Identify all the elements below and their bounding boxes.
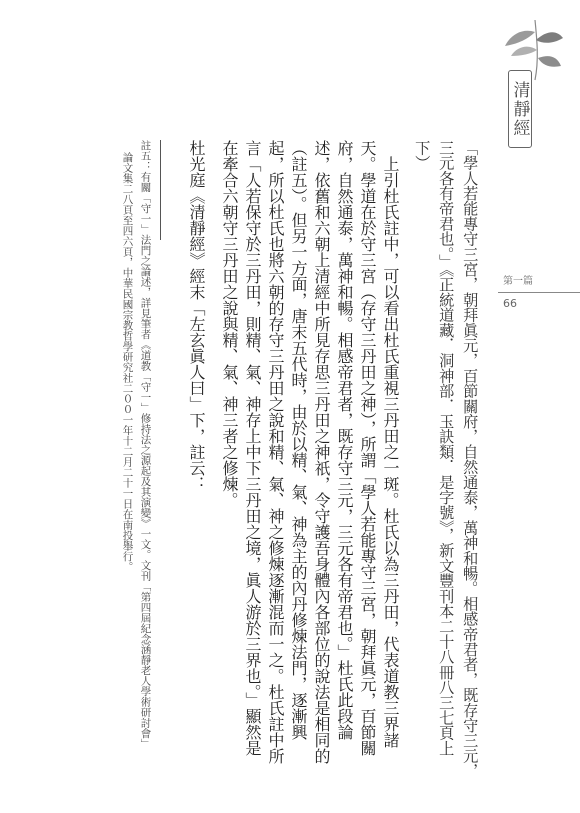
page-number: 66 <box>503 297 517 310</box>
edge-divider <box>498 292 580 293</box>
quote-line-2: 三元各有帝君也。」《正統道藏．洞神部．玉訣類．是字號》，新文豐刊本二十八冊八三七頁上 <box>437 140 456 756</box>
book-title-box <box>508 70 532 148</box>
footnote-line-1: 註五：有關「守一」法門之論述，詳見筆者《道教「守一」修持法之源起及其演變》一文。文刊「第四屆紀念涵靜老人學術研討會」 <box>139 140 152 749</box>
body-line-5: （註五）。但另一方面，唐末五代時，由於以精、氣、神為主的內丹修煉法門，逐漸興 <box>289 140 308 740</box>
quote-line-3: 下） <box>413 140 432 171</box>
body-line-4: 述，依舊和六朝上清經中所見存思三丹田之神祇，令守護吾身體內各部位的說法是相同的 <box>312 140 331 764</box>
body-line-9: 杜光庭《清靜經》經末「左玄眞人曰」下，註云： <box>187 140 206 492</box>
quote-line-1: 「學人若能專守三宮，朝拜眞元，百節關府，自然通泰，萬神和暢。相感帝君者，既存守三元， <box>461 140 480 779</box>
section-label: 第一篇 <box>503 276 533 287</box>
body-line-2: 天。學道在於守三宮（存守三丹田之神），所謂「學人若能專守三宮，朝拜眞元，百節關 <box>358 140 377 756</box>
body-line-1: 上引杜氏註中，可以看出杜氏重視三丹田之一斑。杜氏以為三丹田，代表道教三界諸 <box>381 156 400 748</box>
footnote-line-2: 論文集二八頁至四六頁，中華民國宗教哲學研究社二００一年十二月二十一日在南投舉行。 <box>121 152 134 572</box>
body-line-3: 府，自然通泰，萬神和暢。相感帝君者，既存守三元，三元各有帝君也。」杜氏此段論 <box>335 140 354 740</box>
book-title: 清靜經 <box>509 80 530 138</box>
body-line-6: 起，所以杜氏也將六朝的存守三丹田之說和精、氣、神之修煉逐漸混而一之。杜氏註中所 <box>266 140 285 764</box>
body-line-7: 言「人若保守於三丹田，則精、氣、神存上中下三丹田之境，眞人游於三界也。」顯然是 <box>243 140 262 756</box>
body-line-8: 在牽合六朝守三丹田之說與精、氣、神三者之修煉。 <box>220 140 239 508</box>
footnote-divider <box>160 140 161 240</box>
